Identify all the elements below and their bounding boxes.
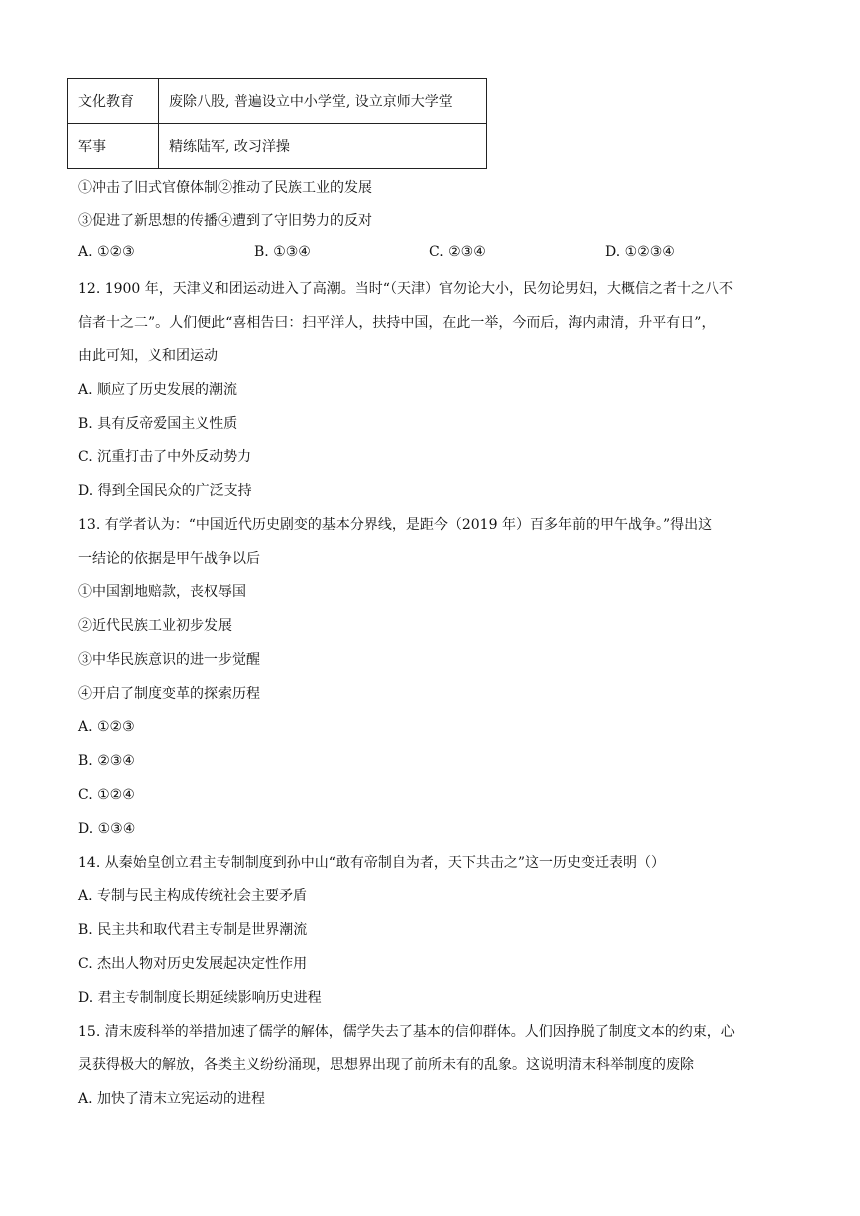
q12-stem-line: 信者十之二”。人们便此“喜相告曰：扫平洋人，扶持中国，在此一举，今而后，海内肃清，升平有日”，	[78, 315, 716, 331]
table-cell-category: 文化教育	[68, 79, 159, 124]
q12-option-b[interactable]: B. 具有反帝爱国主义性质	[78, 416, 238, 432]
q14-option-b[interactable]: B. 民主共和取代君主专制是世界潮流	[78, 922, 308, 938]
q15-option-a[interactable]: A. 加快了清末立宪运动的进程	[78, 1091, 266, 1107]
q11-option-d[interactable]: D. ①②③④	[605, 244, 675, 260]
q13-stem-line: 一结论的依据是甲午战争以后	[78, 551, 260, 567]
q15-stem-line: 灵获得极大的解放，各类主义纷纷涌现，思想界出现了前所未有的乱象。这说明清末科举制度的废除	[78, 1057, 694, 1073]
q13-statement: ④开启了制度变革的探索历程	[78, 686, 260, 702]
q11-statement: ③促进了新思想的传播④遭到了守旧势力的反对	[78, 213, 372, 229]
q11-statement: ①冲击了旧式官僚体制②推动了民族工业的发展	[78, 180, 372, 196]
q12-option-c[interactable]: C. 沉重打击了中外反动势力	[78, 449, 252, 465]
q13-statement: ②近代民族工业初步发展	[78, 618, 232, 634]
q12-stem-line: 12. 1900 年，天津义和团运动进入了高潮。当时“（天津）官勿论大小，民勿论男妇，大概信之者十之八不	[78, 281, 733, 297]
q11-option-c[interactable]: C. ②③④	[429, 244, 486, 260]
q14-option-c[interactable]: C. 杰出人物对历史发展起决定性作用	[78, 956, 308, 972]
q12-stem-line: 由此可知，义和团运动	[78, 348, 218, 364]
q13-option-b[interactable]: B. ②③④	[78, 753, 135, 769]
q14-option-a[interactable]: A. 专制与民主构成传统社会主要矛盾	[78, 888, 308, 904]
q12-option-a[interactable]: A. 顺应了历史发展的潮流	[78, 382, 238, 398]
q13-stem-line: 13. 有学者认为：“中国近代历史剧变的基本分界线，是距今（2019 年）百多年前的甲午战争。”得出这	[78, 517, 713, 533]
q14-stem: 14. 从秦始皇创立君主专制制度到孙中山“敢有帝制自为者，天下共击之”这一历史变迁表明（）	[78, 855, 666, 871]
q11-option-a[interactable]: A. ①②③	[78, 244, 135, 260]
q13-option-c[interactable]: C. ①②④	[78, 787, 135, 803]
q12-option-d[interactable]: D. 得到全国民众的广泛支持	[78, 483, 252, 499]
table-cell-content: 废除八股, 普遍设立中小学堂, 设立京师大学堂	[159, 79, 487, 124]
table-cell-content: 精练陆军, 改习洋操	[159, 124, 487, 169]
q13-option-d[interactable]: D. ①③④	[78, 821, 136, 837]
table-row	[68, 79, 487, 124]
q11-option-b[interactable]: B. ①③④	[254, 244, 311, 260]
q13-statement: ③中华民族意识的进一步觉醒	[78, 652, 260, 668]
q13-statement: ①中国割地赔款，丧权辱国	[78, 584, 246, 600]
q14-option-d[interactable]: D. 君主专制制度长期延续影响历史进程	[78, 990, 322, 1006]
q11-options	[78, 244, 778, 264]
q15-stem-line: 15. 清末废科举的举措加速了儒学的解体，儒学失去了基本的信仰群体。人们因挣脱了制度文本的约束，心	[78, 1024, 735, 1040]
reform-table	[67, 78, 487, 169]
table-cell-category: 军事	[68, 124, 159, 169]
q13-option-a[interactable]: A. ①②③	[78, 719, 135, 735]
table-row	[68, 124, 487, 169]
